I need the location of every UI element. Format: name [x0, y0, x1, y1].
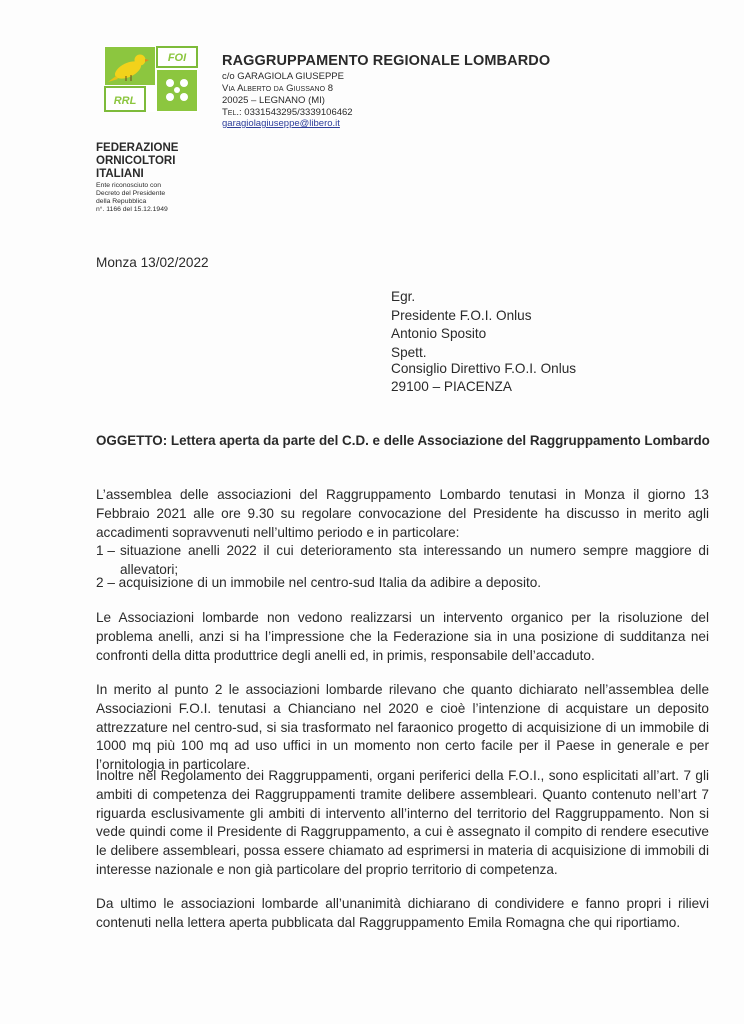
header-city: 20025 – LEGNANO (MI) [222, 95, 325, 106]
header-address: Via Alberto da Giussano 8 [222, 83, 333, 94]
body-paragraph-3: In merito al punto 2 le associazioni lombarde rilevano che quanto dichiarato nell’assemblea delle Associazioni F.O.I. tenutasi a Chianciano nel 2020 e cioè l’intenzione di acquistare un deposito attrezzature nel centro-sud, si sia trasformato nel faraonico progetto di acquisizione di un immobile di 1000 mq più 100 mq ad uso uffici in un momento non certo facile per il Paese in generale e per l’ornitologia in particolare. [96, 682, 709, 773]
body-paragraph-1: L’assemblea delle associazioni del Raggruppamento Lombardo tenutasi in Monza il giorno 13 Febbraio 2021 alle ore 9.30 su regolare convocazione del Presidente ha discusso in merito agli accadimenti sopravvenuti nell’ultimo periodo e in particolare: [96, 487, 709, 540]
list-item-2: 2 – acquisizione di un immobile nel centro-sud Italia da adibire a deposito. [96, 575, 542, 590]
letter-subject: OGGETTO: Lettera aperta da parte del C.D. e delle Associazione del Raggruppamento Lombardo [96, 433, 710, 448]
recipient-line: Antonio Sposito [391, 326, 487, 341]
recipient-line: Consiglio Direttivo F.O.I. Onlus [391, 361, 577, 376]
org-name: RAGGRUPPAMENTO REGIONALE LOMBARDO [222, 53, 551, 69]
body-paragraph-2: Le Associazioni lombarde non vedono realizzarsi un intervento organico per la risoluzione del problema anelli, anzi si ha l’impressione che la Federazione sia in una posizione di sudditanza nei confronti della ditta produttrice degli anelli ed, in primis, responsabile dell’accaduto. [96, 610, 709, 663]
federation-line-3: ITALIANI [96, 168, 144, 180]
recipient-line: Spett. [391, 345, 427, 360]
body-paragraph-4: Inoltre nel Regolamento dei Raggruppamenti, organi periferici della F.O.I., sono esplicitati all’art. 7 gli ambiti di competenza dei Raggruppamenti tramite delibere assembleari. Quanto contenuto nell’art 7 riguarda esclusivamente gli ambiti di intervento all’interno del territorio del Raggruppamento. Non si vede quindi come il Presidente di Raggruppamento, a cui è assegnato il compito di rendere esecutive le delibere assembleari, possa essere chiamato ad esprimersi in materia di acquisizione di immobili di interesse nazionale e non già particolare del proprio territorio di competenza. [96, 768, 709, 877]
logo-rrl-text: RRL [113, 95, 137, 107]
header-care-of: c/o GARAGIOLA GIUSEPPE [222, 71, 344, 82]
header-email-link[interactable]: garagiolagiuseppe@libero.it [222, 118, 340, 129]
federation-note-2: Decreto del Presidente [96, 190, 166, 197]
foi-rrl-logo [104, 46, 198, 112]
body-paragraph-5: Da ultimo le associazioni lombarde all’unanimità dichiarano di condividere e fanno propri i rilievi contenuti nella lettera aperta pubblicata dal Raggruppamento Emila Romagna che qui riportiamo. [96, 896, 709, 930]
list-item-number: 1 – [96, 543, 115, 558]
federation-note-1: Ente riconosciuto con [96, 182, 161, 189]
federation-line-2: ORNICOLTORI [96, 155, 176, 167]
recipient-line: 29100 – PIACENZA [391, 379, 512, 394]
federation-note-3: della Repubblica [96, 198, 147, 205]
header-phone: Tel.: 0331543295/3339106462 [222, 107, 353, 118]
list-item-text: situazione anelli 2022 il cui deterioramento sta interessando un numero sempre maggiore di allevatori; [120, 543, 709, 577]
federation-line-1: FEDERAZIONE [96, 142, 179, 154]
recipient-line: Egr. [391, 289, 416, 304]
letter-date: Monza 13/02/2022 [96, 255, 209, 270]
federation-note-4: n°. 1166 del 15.12.1949 [96, 206, 168, 213]
logo-foi-text: FOI [167, 52, 187, 64]
recipient-line: Presidente F.O.I. Onlus [391, 308, 532, 323]
